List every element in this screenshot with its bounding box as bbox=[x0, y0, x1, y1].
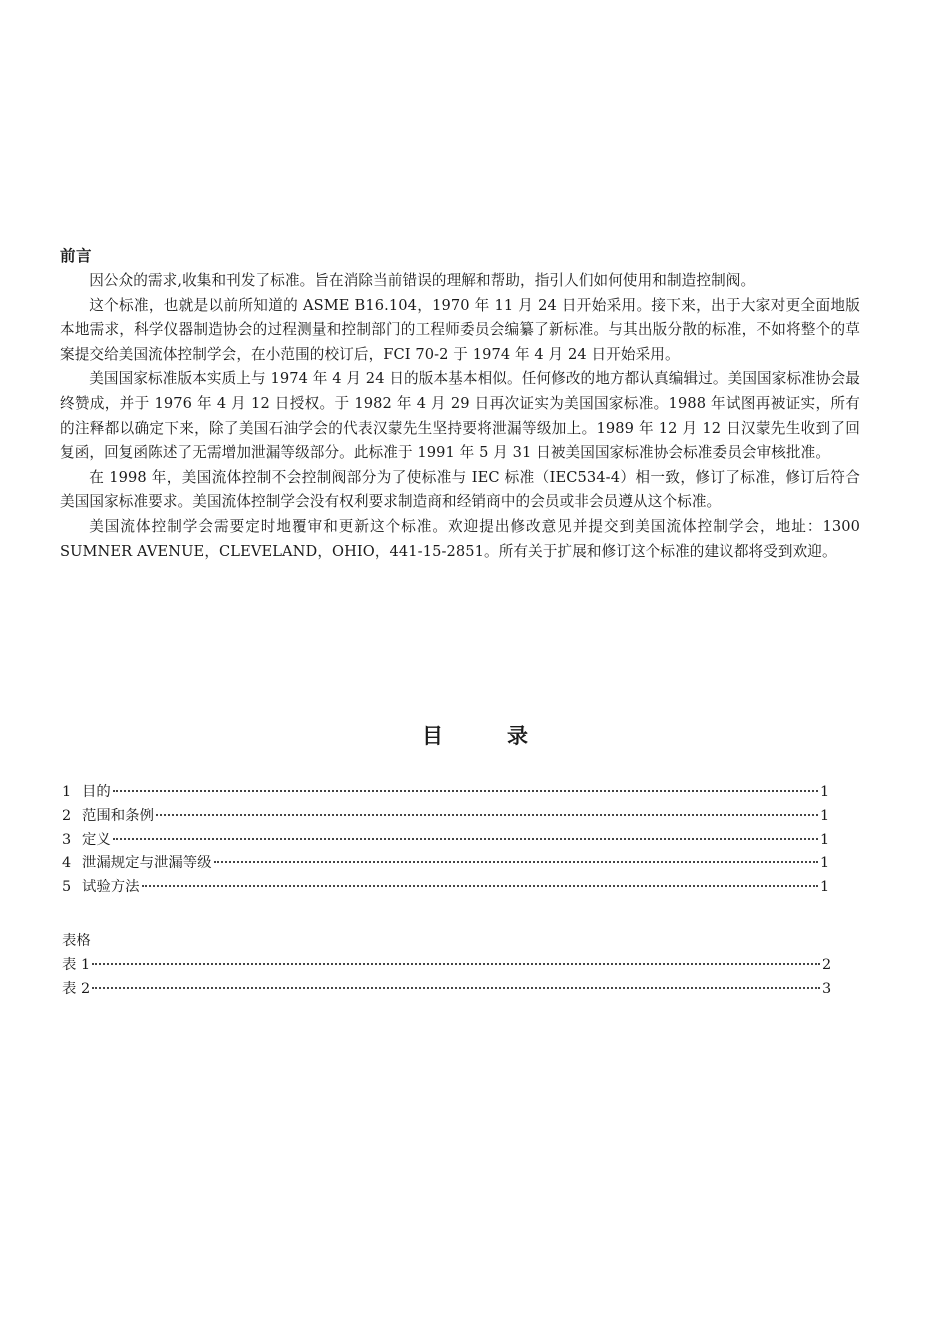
toc-entry-page: 1 bbox=[820, 807, 830, 824]
toc-leader-dots bbox=[156, 814, 818, 816]
table-entry[interactable] bbox=[62, 978, 830, 1002]
toc-entry-number: 3 bbox=[62, 831, 72, 848]
toc-entry[interactable] bbox=[62, 829, 828, 853]
table-entry-page: 3 bbox=[822, 980, 832, 997]
table-entry-label: 表 2 bbox=[62, 980, 91, 997]
table-entry[interactable] bbox=[62, 954, 830, 978]
toc-leader-dots bbox=[113, 838, 818, 840]
tables-heading: 表格 bbox=[62, 933, 91, 949]
preface-section bbox=[60, 244, 860, 564]
toc-entry-label: 范围和条例 bbox=[82, 807, 154, 824]
toc-title-right: 录 bbox=[507, 724, 528, 748]
toc-entry-page: 1 bbox=[820, 831, 830, 848]
toc-entry-label: 目的 bbox=[82, 784, 111, 800]
toc-entry-page: 1 bbox=[820, 855, 830, 872]
table-entry-label: 表 1 bbox=[62, 957, 91, 973]
preface-paragraph: 美国国家标准版本实质上与 1974 年 4 月 24 日的版本基本相似。任何修改的地方都认真编辑过。美国国家标准协会最终赞成，并于 1976 年 4 月 12 日授权。于 1982 年 4 月 29 日再次证实为美国国家标准。1988 年试图再被证实，所有的注释都以确定下来，除了美国石油学会的代表汉蒙先生坚持要将泄漏等级加上。1989 年 12 月 12 日汉蒙先生收到了回复函，回复函陈述了无需增加泄漏等级部分。此标准于 1991 年 5 月 31 日被美国国家标准协会标准委员会审核批准。 bbox=[60, 370, 860, 462]
toc-entry[interactable] bbox=[62, 852, 828, 876]
preface-paragraph: 美国流体控制学会需要定时地覆审和更新这个标准。欢迎提出修改意见并提交到美国流体控制学会，地址：1300 SUMNER AVENUE，CLEVELAND，OHIO，441-15-2851。所有关于扩展和修订这个标准的建议都将受到欢迎。 bbox=[60, 517, 860, 560]
toc-leader-dots bbox=[214, 861, 818, 863]
toc-leader-dots bbox=[92, 987, 820, 989]
toc-entry-label: 泄漏规定与泄漏等级 bbox=[82, 855, 212, 872]
table-entry-page: 2 bbox=[822, 957, 832, 973]
preface-heading: 前言 bbox=[60, 247, 93, 265]
tables-list bbox=[62, 930, 830, 1002]
toc-leader-dots bbox=[113, 790, 818, 792]
toc-entry-page: 1 bbox=[820, 879, 830, 896]
toc-leader-dots bbox=[142, 885, 818, 887]
preface-paragraph: 因公众的需求,收集和刊发了标准。旨在消除当前错误的理解和帮助，指引人们如何使用和制造控制阀。 bbox=[89, 272, 756, 289]
toc-entry[interactable] bbox=[62, 805, 828, 829]
preface-paragraph: 这个标准，也就是以前所知道的 ASME B16.104，1970 年 11 月 24 日开始采用。接下来，出于大家对更全面地版本地需求，科学仪器制造协会的过程测量和控制部门的工程师委员会编纂了新标准。与其出版分散的标准，不如将整个的草案提交给美国流体控制学会，在小范围的校订后，FCI 70-2 于 1974 年 4 月 24 日开始采用。 bbox=[60, 296, 860, 363]
toc-entry-number: 2 bbox=[62, 807, 72, 824]
toc-entry[interactable] bbox=[62, 781, 828, 805]
toc-entry-label: 定义 bbox=[82, 831, 111, 848]
toc-entry-number: 4 bbox=[62, 855, 72, 872]
toc-title bbox=[0, 722, 950, 750]
toc-entry-page: 1 bbox=[820, 784, 830, 800]
toc-entry-label: 试验方法 bbox=[82, 879, 140, 896]
toc-entry[interactable] bbox=[62, 876, 828, 900]
toc-title-left: 目 bbox=[422, 724, 443, 748]
toc-leader-dots bbox=[92, 963, 820, 965]
toc-entry-number: 5 bbox=[62, 879, 72, 896]
preface-paragraph: 在 1998 年，美国流体控制不会控制阀部分为了使标准与 IEC 标准（IEC534-4）相一致，修订了标准，修订后符合美国国家标准要求。美国流体控制学会没有权利要求制造商和经销商中的会员或非会员遵从这个标准。 bbox=[60, 468, 860, 511]
toc-list bbox=[62, 781, 828, 900]
toc-entry-number: 1 bbox=[62, 784, 72, 800]
